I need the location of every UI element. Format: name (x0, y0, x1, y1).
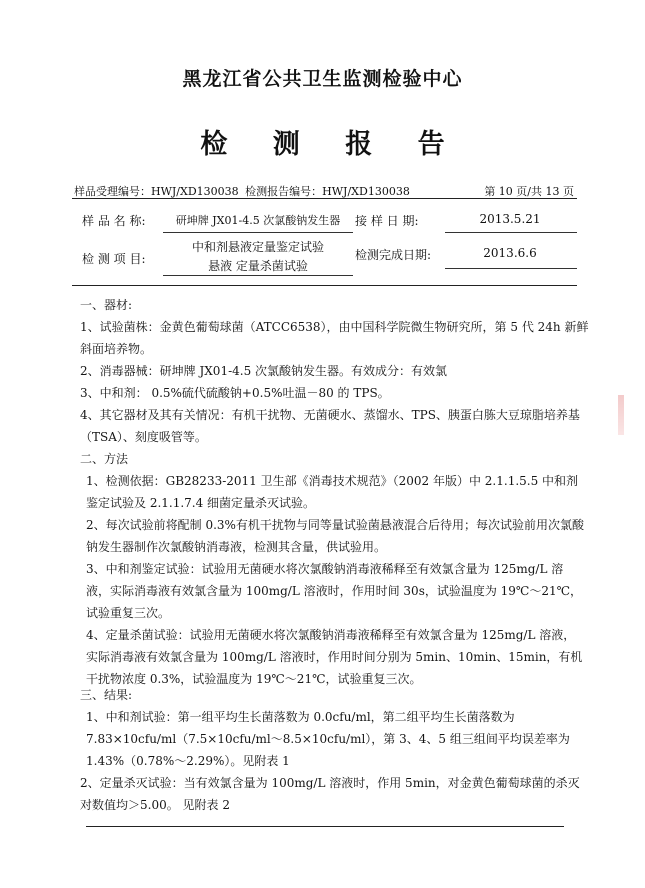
section-3-item-2: 2、定量杀灭试验：当有效氯含量为 100mg/L 溶液时，作用 5min，对金黄色葡萄球菌的杀灭对数值均＞5.00。 见附表 2 (80, 776, 580, 812)
complete-date-underline (445, 268, 577, 269)
section-2-title: 二、方法 (80, 452, 129, 466)
info-divider (72, 285, 577, 286)
report-meta-line (74, 183, 574, 199)
complete-date-value: 2013.6.6 (483, 246, 537, 260)
test-item-label: 检 测 项 目: (82, 252, 146, 266)
sample-name-underline (163, 232, 353, 233)
section-2-item-4: 4、定量杀菌试验：试验用无菌硬水将次氯酸钠消毒液稀释至有效氯含量为 125mg/L 溶液，实际消毒液有效氯含量为 100mg/L 溶液时，作用时间分别为 5min、10min、15min，有机干扰物浓度 0.3%，试验温度为 19℃～21℃，试验重复三次。 (86, 628, 583, 686)
test-item-value-2: 悬液 定量杀菌试验 (208, 259, 308, 273)
section-1-item-1: 1、试验菌株：金黄色葡萄球菌（ATCC6538），由中国科学院微生物研究所，第 5 代 24h 新鲜斜面培养物。 (80, 320, 589, 356)
scan-stain (618, 395, 624, 435)
report-title: 检 测 报 告 (200, 129, 463, 160)
section-2-item-3: 3、中和剂鉴定试验：试验用无菌硬水将次氯酸钠消毒液稀释至有效氯含量为 125mg/L 溶液，实际消毒液有效氯含量为 100mg/L 溶液时，作用时间 30s，试验温度为 19℃～21℃，试验重复三次。 (86, 562, 583, 620)
section-2-item-2: 2、每次试验前将配制 0.3%有机干扰物与同等量试验菌悬液混合后待用；每次试验前用次氯酸钠发生器制作次氯酸钠消毒液，检测其含量，供试验用。 (86, 518, 584, 554)
section-1-title: 一、器材: (80, 298, 133, 312)
section-1-item-2: 2、消毒器械：研坤牌 JX01-4.5 次氯酸钠发生器。有效成分：有效氯 (80, 364, 448, 378)
section-3-title: 三、结果: (80, 688, 133, 702)
receive-date-label: 接 样 日 期: (355, 214, 419, 228)
receive-date-value: 2013.5.21 (479, 212, 541, 226)
test-item-value-1: 中和剂悬液定量鉴定试验 (191, 240, 324, 254)
sample-name-label: 样 品 名 称: (82, 214, 146, 228)
section-2-item-1: 1、检测依据：GB28233-2011 卫生部《消毒技术规范》（2002 年版）中 2.1.1.5.5 中和剂鉴定试验及 2.1.1.7.4 细菌定量杀灭试验。 (86, 474, 579, 510)
header-divider (72, 198, 577, 199)
section-1-item-4: 4、其它器材及其有关情况：有机干扰物、无菌硬水、蒸馏水、TPS、胰蛋白胨大豆琼脂培养基（TSA）、刻度吸管等。 (80, 408, 580, 444)
sample-name-value: 研坤牌 JX01-4.5 次氯酸钠发生器 (175, 214, 341, 227)
section-1-item-3: 3、中和剂： 0.5%硫代硫酸钠+0.5%吐温－80 的 TPS。 (80, 386, 390, 400)
test-item-underline (163, 275, 353, 276)
sample-number: 样品受理编号：HWJ/XD130038 (74, 185, 239, 198)
organization-title: 黑龙江省公共卫生监测检验中心 (182, 68, 463, 90)
report-number: 检测报告编号：HWJ/XD130038 (245, 185, 410, 198)
page-info: 第 10 页/共 13 页 (484, 185, 574, 198)
section-3-item-1: 1、中和剂试验：第一组平均生长菌落数为 0.0cfu/ml，第二组平均生长菌落数为 7.83×10cfu/ml（7.5×10cfu/ml～8.5×10cfu/ml），第 3、4、5 组三组间平均误差率为 1.43%（0.78%～2.29%）。见附表 1 (86, 710, 570, 768)
receive-date-underline (445, 232, 577, 233)
complete-date-label: 检测完成日期: (355, 248, 432, 262)
footer-divider (86, 826, 564, 827)
